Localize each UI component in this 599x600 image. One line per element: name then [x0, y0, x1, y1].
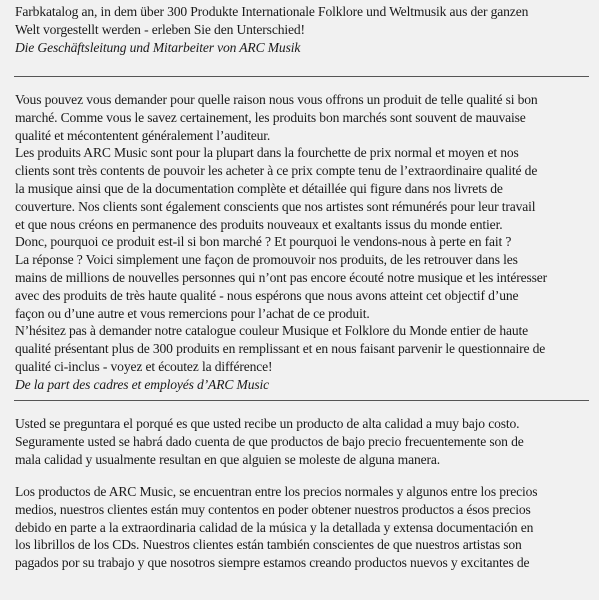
- french-line: N’hésitez pas à demander notre catalogue couleur Musique et Folklore du Monde entier de haute: [15, 323, 529, 339]
- spanish-line: Seguramente usted se habrá dado cuenta de que productos de bajo precio frecuentemente son de: [15, 433, 524, 449]
- french-signature: De la part des cadres et employés d’ARC Music: [15, 376, 269, 392]
- section-divider: [14, 76, 589, 77]
- spanish-line: los librillos de los CDs. Nuestros clientes están también conscientes de que nuestros artistas son: [15, 537, 522, 553]
- french-line: avec des produits de très haute qualité - nous espérons que nous avons atteint cet objectif d’une: [15, 287, 519, 303]
- german-section: [15, 3, 589, 56]
- french-line: et que nous créons en permanence des produits nouveaux et exaltants issus du monde entier.: [15, 216, 503, 232]
- french-line: Les produits ARC Music sont pour la plupart dans la fourchette de prix normal et moyen et nos: [15, 145, 519, 161]
- french-line: la musique ainsi que de la documentation complète et détaillée qui figure dans nos livrets de: [15, 180, 503, 196]
- spanish-line: mala calidad y usualmente resultan en que alguien se moleste de alguna manera.: [15, 451, 441, 467]
- section-divider: [14, 400, 589, 401]
- french-section: [15, 91, 589, 394]
- french-line: couverture. Nos clients sont également conscients que nos artistes sont rémunérés pour leur travail: [15, 198, 536, 214]
- french-line: qualité ci-inclus - voyez et écoutez la différence!: [15, 358, 273, 374]
- german-line: Welt vorgestellt werden - erleben Sie den Unterschied!: [15, 21, 305, 37]
- french-line: façon ou d’une autre et vous remercions pour l’achat de ce produit.: [15, 305, 370, 321]
- french-line: Donc, pourquoi ce produit est-il si bon marché ? Et pourquoi le vendons-nous à perte en fait ?: [15, 234, 512, 250]
- spanish-line: medios, nuestros clientes están muy contentos en poder obtener nuestros productos a ésos precios: [15, 501, 531, 517]
- spanish-line: Los productos de ARC Music, se encuentran entre los precios normales y algunos entre los precios: [15, 484, 538, 499]
- spanish-paragraph-2: [15, 483, 589, 572]
- french-line: mains de millions de nouvelles personnes qui n’ont pas encore écouté notre musique et les intéresser: [15, 269, 548, 285]
- german-signature: Die Geschäftsleitung und Mitarbeiter von ARC Musik: [15, 39, 301, 55]
- french-line: La réponse ? Voici simplement une façon de promouvoir nos produits, de les retrouver dans les: [15, 252, 518, 268]
- french-line: qualité présentant plus de 300 produits en remplissant et en nous faisant parvenir le questionnaire de: [15, 341, 546, 357]
- spanish-line: pagados por su trabajo y que nosotros siempre estamos creando productos nuevos y excitantes de: [15, 555, 530, 571]
- french-line: marché. Comme vous le savez certainement, les produits bon marchés sont souvent de mauvaise: [15, 109, 526, 125]
- spanish-line: debido en parte a la extraordinaria calidad de la música y la detallada y extensa documentación en: [15, 519, 534, 535]
- german-line: Farbkatalog an, in dem über 300 Produkte Internationale Folklore und Weltmusik aus der ganzen: [15, 4, 529, 19]
- french-line: clients sont très contents de pouvoir les acheter à ce prix compte tenu de l’extraordinaire qualité de: [15, 163, 538, 179]
- spanish-line: Usted se preguntara el porqué es que usted recibe un producto de alta calidad a muy bajo costo.: [15, 416, 520, 431]
- french-line: qualité et mécontentent généralement l’auditeur.: [15, 127, 271, 143]
- spanish-paragraph-1: [15, 415, 589, 468]
- french-line: Vous pouvez vous demander pour quelle raison nous vous offrons un produit de telle qualité si bon: [15, 92, 538, 107]
